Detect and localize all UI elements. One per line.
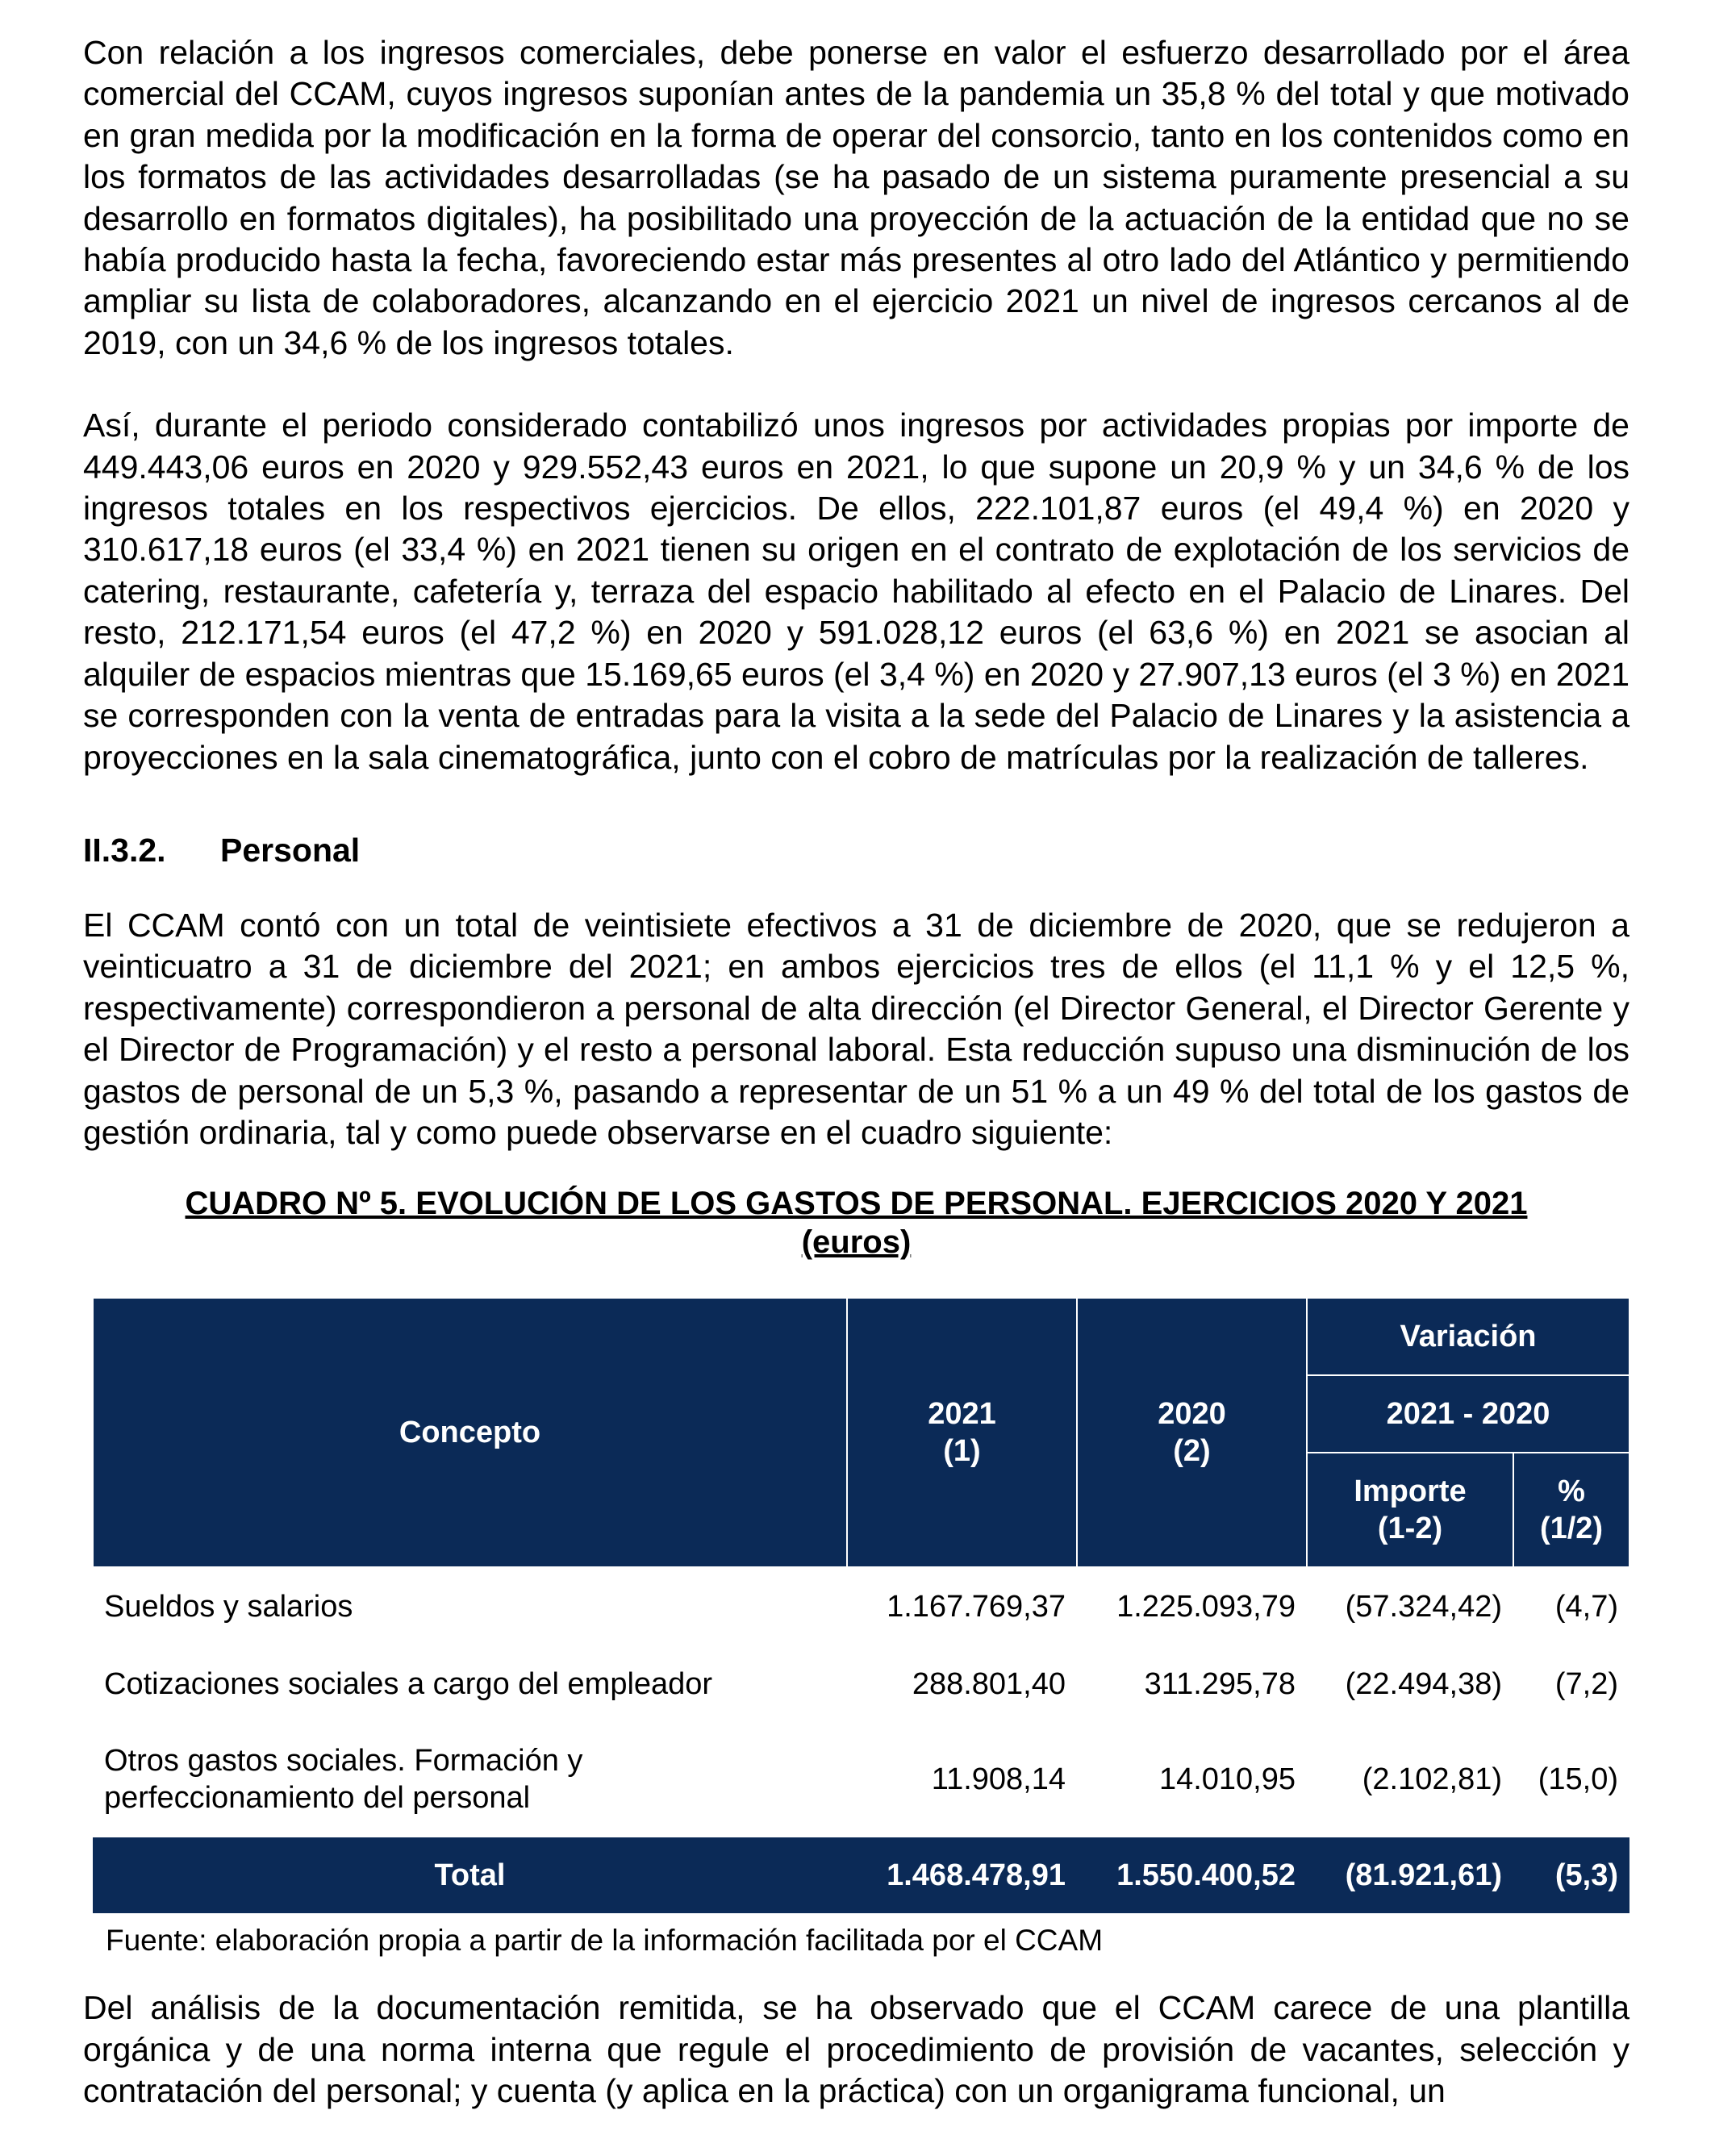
- table-total-row: [93, 1837, 1629, 1913]
- cell-2020: 311.295,78: [1144, 1667, 1296, 1702]
- header-pct: [1513, 1453, 1629, 1567]
- cell-2021: 1.167.769,37: [887, 1590, 1066, 1624]
- header-2020: [1077, 1298, 1307, 1567]
- document-page: [83, 32, 1629, 2112]
- header-pct-sub: (1/2): [1539, 1512, 1604, 1546]
- header-pct-label: %: [1558, 1474, 1585, 1509]
- cell-concepto: Cotizaciones sociales a cargo del empleador: [104, 1667, 713, 1702]
- cell-2021: 288.801,40: [912, 1667, 1066, 1702]
- table-header-row: [93, 1298, 1629, 1375]
- table-row: [93, 1645, 1629, 1723]
- cell-2020: 1.225.093,79: [1116, 1590, 1296, 1624]
- paragraph-personal: El CCAM contó con un total de veintisiete efectivos a 31 de diciembre de 2020, que se redujeron a veinticuatro a 31 de diciembre del 2021; en ambos ejercicios tres de ellos (el 11,1 % y el 12,5 %, respectivamente) correspondieron a personal de alta dirección (el Director General, el Director Gerente y el Director de Programación) y el resto a personal laboral. Esta reducción supuso una disminución de los gastos de personal de un 5,3 %, pasando a representar de un 51 % a un 49 % del total de los gastos de gestión ordinaria, tal y como puede observarse en el cuadro siguiente:: [83, 906, 1629, 1151]
- total-label: Total: [93, 1837, 847, 1913]
- cell-concepto-line1: Otros gastos sociales. Formación y: [104, 1744, 583, 1779]
- header-2021: [847, 1298, 1077, 1567]
- header-importe: [1307, 1453, 1513, 1567]
- table-title: [83, 1184, 1629, 1261]
- cell-importe: (22.494,38): [1345, 1667, 1502, 1702]
- table-title-line2: (euros): [801, 1224, 912, 1261]
- cell-concepto: Sueldos y salarios: [104, 1590, 353, 1624]
- paragraph-analisis-documentacion: Del análisis de la documentación remitida, se ha observado que el CCAM carece de una plantilla orgánica y de una norma interna que regule el procedimiento de provisión de vacantes, selección y contratación del personal; y cuenta (y aplica en la práctica) con un organigrama funcional, un: [83, 1989, 1629, 2110]
- header-2020-year: 2020: [1158, 1397, 1226, 1432]
- table-row: [93, 1723, 1629, 1837]
- cell-concepto: [93, 1723, 847, 1837]
- paragraph-ingresos-comerciales: Con relación a los ingresos comerciales, debe ponerse en valor el esfuerzo desarrollado por el área comercial del CCAM, cuyos ingresos suponían antes de la pandemia un 35,8 % del total y que motivado en gran medida por la modificación en la forma de operar del consorcio, tanto en los contenidos como en los formatos de las actividades desarrolladas (se ha pasado de un sistema puramente presencial a su desarrollo en formatos digitales), ha posibilitado una proyección de la actuación de la entidad que no se había producido hasta la fecha, favoreciendo estar más presentes al otro lado del Atlántico y permitiendo ampliar su lista de colaboradores, alcanzando en el ejercicio 2021 un nivel de ingresos cercanos al de 2019, con un 34,6 % de los ingresos totales.: [83, 34, 1629, 361]
- header-importe-sub: (1-2): [1377, 1512, 1443, 1546]
- section-number: II.3.2.: [83, 831, 166, 869]
- header-concepto: Concepto: [93, 1298, 847, 1567]
- total-pct: (5,3): [1513, 1837, 1629, 1913]
- header-periodo: 2021 - 2020: [1307, 1375, 1629, 1453]
- table-source-note: Fuente: elaboración propia a partir de la información facilitada por el CCAM: [106, 1924, 1104, 1958]
- cell-importe: (2.102,81): [1362, 1762, 1502, 1797]
- header-variacion: Variación: [1307, 1298, 1629, 1375]
- table-row: [93, 1567, 1629, 1645]
- table-title-line1: CUADRO Nº 5. EVOLUCIÓN DE LOS GASTOS DE PERSONAL. EJERCICIOS 2020 Y 2021: [185, 1186, 1528, 1222]
- cell-2020: 14.010,95: [1158, 1762, 1296, 1797]
- total-2020: 1.550.400,52: [1077, 1837, 1307, 1913]
- cell-pct: (7,2): [1554, 1667, 1619, 1702]
- cell-importe: (57.324,42): [1345, 1590, 1502, 1624]
- total-importe: (81.921,61): [1307, 1837, 1513, 1913]
- cell-pct: (4,7): [1554, 1590, 1619, 1624]
- cell-concepto-line2: perfeccionamiento del personal: [104, 1781, 531, 1816]
- paragraph-ingresos-actividades: Así, durante el periodo considerado contabilizó unos ingresos por actividades propias por importe de 449.443,06 euros en 2020 y 929.552,43 euros en 2021, lo que supone un 20,9 % y un 34,6 % de los ingresos totales en los respectivos ejercicios. De ellos, 222.101,87 euros (el 49,4 %) en 2020 y 310.617,18 euros (el 33,4 %) en 2021 tienen su origen en el contrato de explotación de los servicios de catering, restaurante, cafetería y, terraza del espacio habilitado al efecto en el Palacio de Linares. Del resto, 212.171,54 euros (el 47,2 %) en 2020 y 591.028,12 euros (el 63,6 %) en 2021 se asocian al alquiler de espacios mientras que 15.169,65 euros (el 3,4 %) en 2020 y 27.907,13 euros (el 3 %) en 2021 se corresponden con la venta de entradas para la visita a la sede del Palacio de Linares y la asistencia a proyecciones en la sala cinematográfica, junto con el cobro de matrículas por la realización de talleres.: [83, 407, 1629, 776]
- section-title: Personal: [220, 831, 361, 869]
- header-2020-sub: (2): [1173, 1434, 1211, 1469]
- cell-2021: 11.908,14: [931, 1762, 1066, 1797]
- header-2021-sub: (1): [943, 1434, 981, 1469]
- cell-pct: (15,0): [1538, 1762, 1619, 1797]
- header-importe-label: Importe: [1354, 1474, 1467, 1509]
- total-2021: 1.468.478,91: [847, 1837, 1077, 1913]
- personnel-expenses-table: [92, 1297, 1630, 1913]
- header-2021-year: 2021: [928, 1397, 996, 1432]
- section-heading: [83, 830, 1629, 871]
